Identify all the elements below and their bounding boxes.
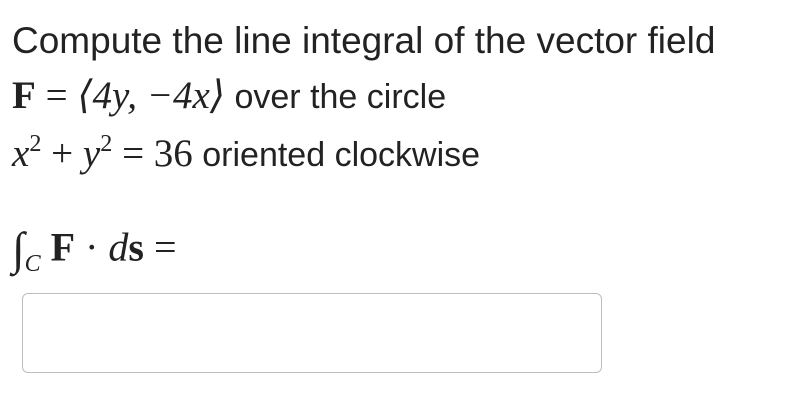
circle-plus: + bbox=[41, 132, 83, 175]
integral-equals: = bbox=[143, 224, 177, 270]
integral-expression bbox=[12, 223, 177, 278]
integral-symbol: ∫ bbox=[12, 223, 25, 274]
circle-x-exponent: 2 bbox=[29, 130, 42, 158]
ds-d: d bbox=[108, 224, 129, 270]
answer-input[interactable] bbox=[22, 293, 602, 373]
ds-s: s bbox=[128, 224, 144, 270]
circle-y: y bbox=[82, 132, 101, 175]
dot-operator: · bbox=[75, 224, 109, 270]
question-text-line1: Compute the line integral of the vector field bbox=[12, 20, 716, 61]
orientation-text: oriented clockwise bbox=[192, 136, 481, 174]
integral-subscript: C bbox=[24, 251, 41, 278]
field-symbol: F bbox=[12, 74, 36, 117]
circle-x: x bbox=[12, 132, 30, 175]
vector-field-definition bbox=[12, 76, 446, 115]
field-equals: = bbox=[35, 74, 78, 117]
circle-rhs: = 36 bbox=[112, 132, 193, 175]
circle-y-exponent: 2 bbox=[100, 130, 113, 158]
circle-equation bbox=[12, 130, 481, 175]
integral-field: F bbox=[50, 224, 76, 270]
field-vector: ⟨4y, −4x⟩ bbox=[77, 74, 226, 117]
field-description: over the circle bbox=[225, 78, 447, 116]
